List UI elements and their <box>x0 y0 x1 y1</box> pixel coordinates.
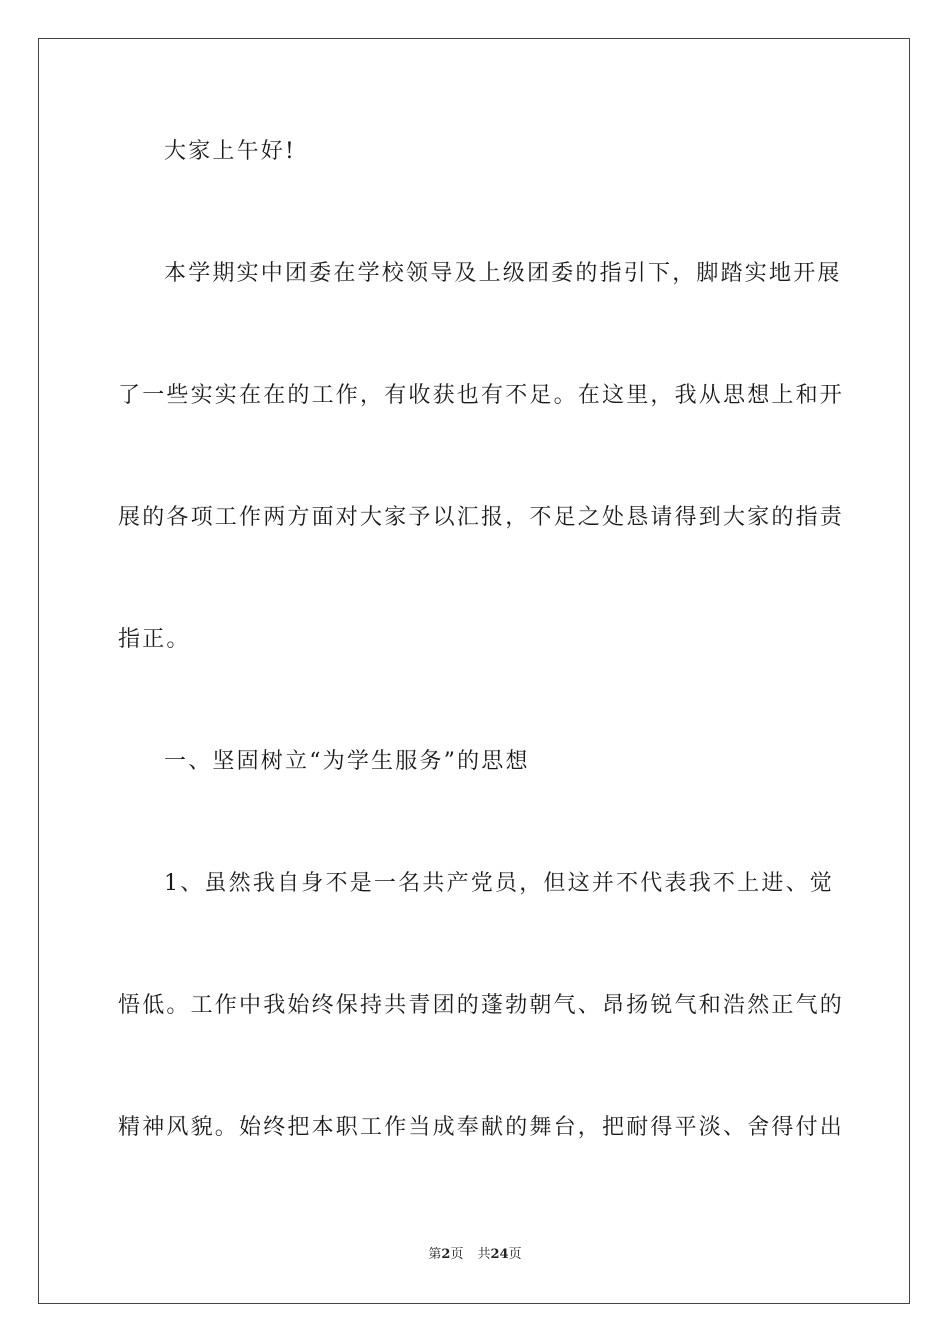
paragraph-line: 悟低。工作中我始终保持共青团的蓬勃朝气、昂扬锐气和浩然正气的 <box>118 993 845 1018</box>
paragraph-line: 了一些实实在在的工作，有收获也有不足。在这里，我从思想上和开 <box>118 383 845 408</box>
page-number: 2 <box>441 1247 451 1262</box>
paragraph-line: 展的各项工作两方面对大家予以汇报，不足之处恳请得到大家的指责 <box>118 505 845 530</box>
paragraph-line: 本学期实中团委在学校领导及上级团委的指引下，脚踏实地开展 <box>164 261 842 286</box>
total-prefix: 共 <box>477 1247 491 1262</box>
paragraph-line: 1、虽然我自身不是一名共产党员，但这并不代表我不上进、觉 <box>164 871 834 896</box>
paragraph-line: 指正。 <box>118 627 191 652</box>
total-suffix: 页 <box>508 1247 522 1262</box>
total-pages: 24 <box>490 1247 509 1262</box>
section-heading: 一、坚固树立“为学生服务”的思想 <box>164 749 530 774</box>
page-suffix: 页 <box>450 1247 464 1262</box>
page-footer <box>0 1246 950 1264</box>
page-prefix: 第 <box>428 1247 442 1262</box>
paragraph-line: 精神风貌。始终把本职工作当成奉献的舞台，把耐得平淡、舍得付出 <box>118 1115 845 1140</box>
greeting-line: 大家上午好! <box>164 139 297 164</box>
